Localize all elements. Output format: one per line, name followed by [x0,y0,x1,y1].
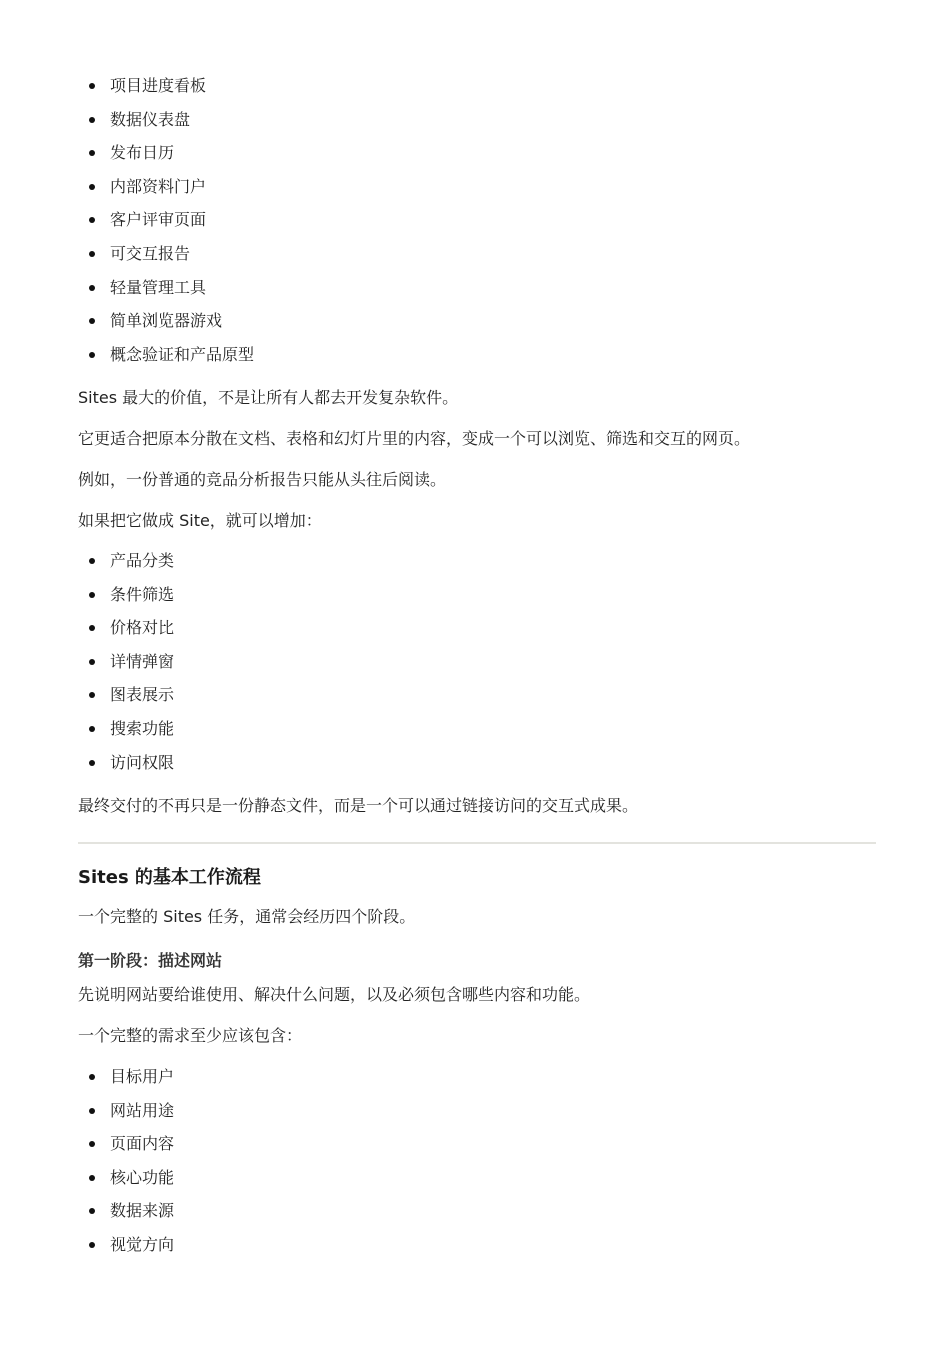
list-item [78,76,876,110]
bullet-icon [89,659,95,665]
list-item-text: 内部资料门户 [110,176,207,196]
list-item-text: 核心功能 [110,1167,175,1187]
paragraph: 它更适合把原本分散在文档、表格和幻灯片里的内容，变成一个可以浏览、筛选和交互的网页。 [78,429,751,448]
list-item-text: 目标用户 [110,1067,175,1086]
use-case-list [78,76,876,378]
list-item [78,110,876,144]
bullet-icon [89,592,95,598]
list-item-text: 轻量管理工具 [110,277,207,297]
list-item-text: 数据仪表盘 [110,109,191,129]
list-item-text: 详情弹窗 [110,651,175,671]
bullet-icon [89,1141,95,1147]
list-item-text: 数据来源 [110,1201,175,1221]
list-item-text: 产品分类 [110,551,175,570]
list-item-text: 页面内容 [110,1134,175,1154]
paragraph: 最终交付的不再只是一份静态文件，而是一个可以通过链接访问的交互式成果。 [78,796,639,815]
requirement-list [78,1067,876,1269]
list-item-text: 条件筛选 [110,584,175,604]
bullet-icon [89,625,95,631]
list-item [78,143,876,177]
paragraph: 先说明网站要给谁使用、解决什么问题，以及必须包含哪些内容和功能。 [78,985,591,1004]
list-item-text: 可交互报告 [110,243,191,263]
document-page [78,0,876,1348]
bullet-icon [89,1074,95,1080]
list-item [78,753,876,787]
list-item-text: 价格对比 [110,618,175,638]
bullet-icon [89,251,95,257]
list-item [78,311,876,345]
bullet-icon [89,318,95,324]
list-item-text: 简单浏览器游戏 [110,311,223,331]
bullet-icon [89,150,95,156]
list-item [78,585,876,619]
bullet-icon [89,1242,95,1248]
paragraph: 一个完整的需求至少应该包含： [78,1026,303,1045]
list-item [78,345,876,379]
list-item-text: 概念验证和产品原型 [110,344,255,364]
feature-list [78,551,876,786]
bullet-icon [89,184,95,190]
paragraph: 如果把它做成 Site，就可以增加： [78,511,322,530]
list-item [78,278,876,312]
stage-heading: 第一阶段：描述网站 [78,951,223,970]
list-item [78,1134,876,1168]
bullet-icon [89,760,95,766]
section-divider [78,842,876,844]
paragraph: 一个完整的 Sites 任务，通常会经历四个阶段。 [78,907,416,926]
bullet-icon [89,217,95,223]
bullet-icon [89,117,95,123]
paragraph: Sites 最大的价值，不是让所有人都去开发复杂软件。 [78,388,459,407]
bullet-icon [89,558,95,564]
bullet-icon [89,1208,95,1214]
list-item [78,719,876,753]
list-item [78,551,876,585]
list-item-text: 发布日历 [110,143,175,163]
list-item [78,1101,876,1135]
list-item-text: 项目进度看板 [110,76,207,95]
bullet-icon [89,692,95,698]
list-item [78,1235,876,1269]
list-item [78,1201,876,1235]
list-item [78,244,876,278]
list-item [78,685,876,719]
bullet-icon [89,1108,95,1114]
list-item [78,652,876,686]
list-item [78,618,876,652]
section-heading: Sites 的基本工作流程 [78,867,261,888]
paragraph: 例如，一份普通的竞品分析报告只能从头往后阅读。 [78,470,447,489]
bullet-icon [89,1175,95,1181]
bullet-icon [89,726,95,732]
list-item-text: 访问权限 [110,752,175,772]
list-item-text: 网站用途 [110,1100,175,1120]
list-item [78,210,876,244]
list-item [78,1067,876,1101]
list-item [78,1168,876,1202]
list-item-text: 视觉方向 [110,1234,175,1254]
bullet-icon [89,352,95,358]
list-item-text: 图表展示 [110,685,175,705]
list-item-text: 客户评审页面 [110,210,207,230]
list-item-text: 搜索功能 [110,718,175,738]
bullet-icon [89,285,95,291]
bullet-icon [89,83,95,89]
list-item [78,177,876,211]
